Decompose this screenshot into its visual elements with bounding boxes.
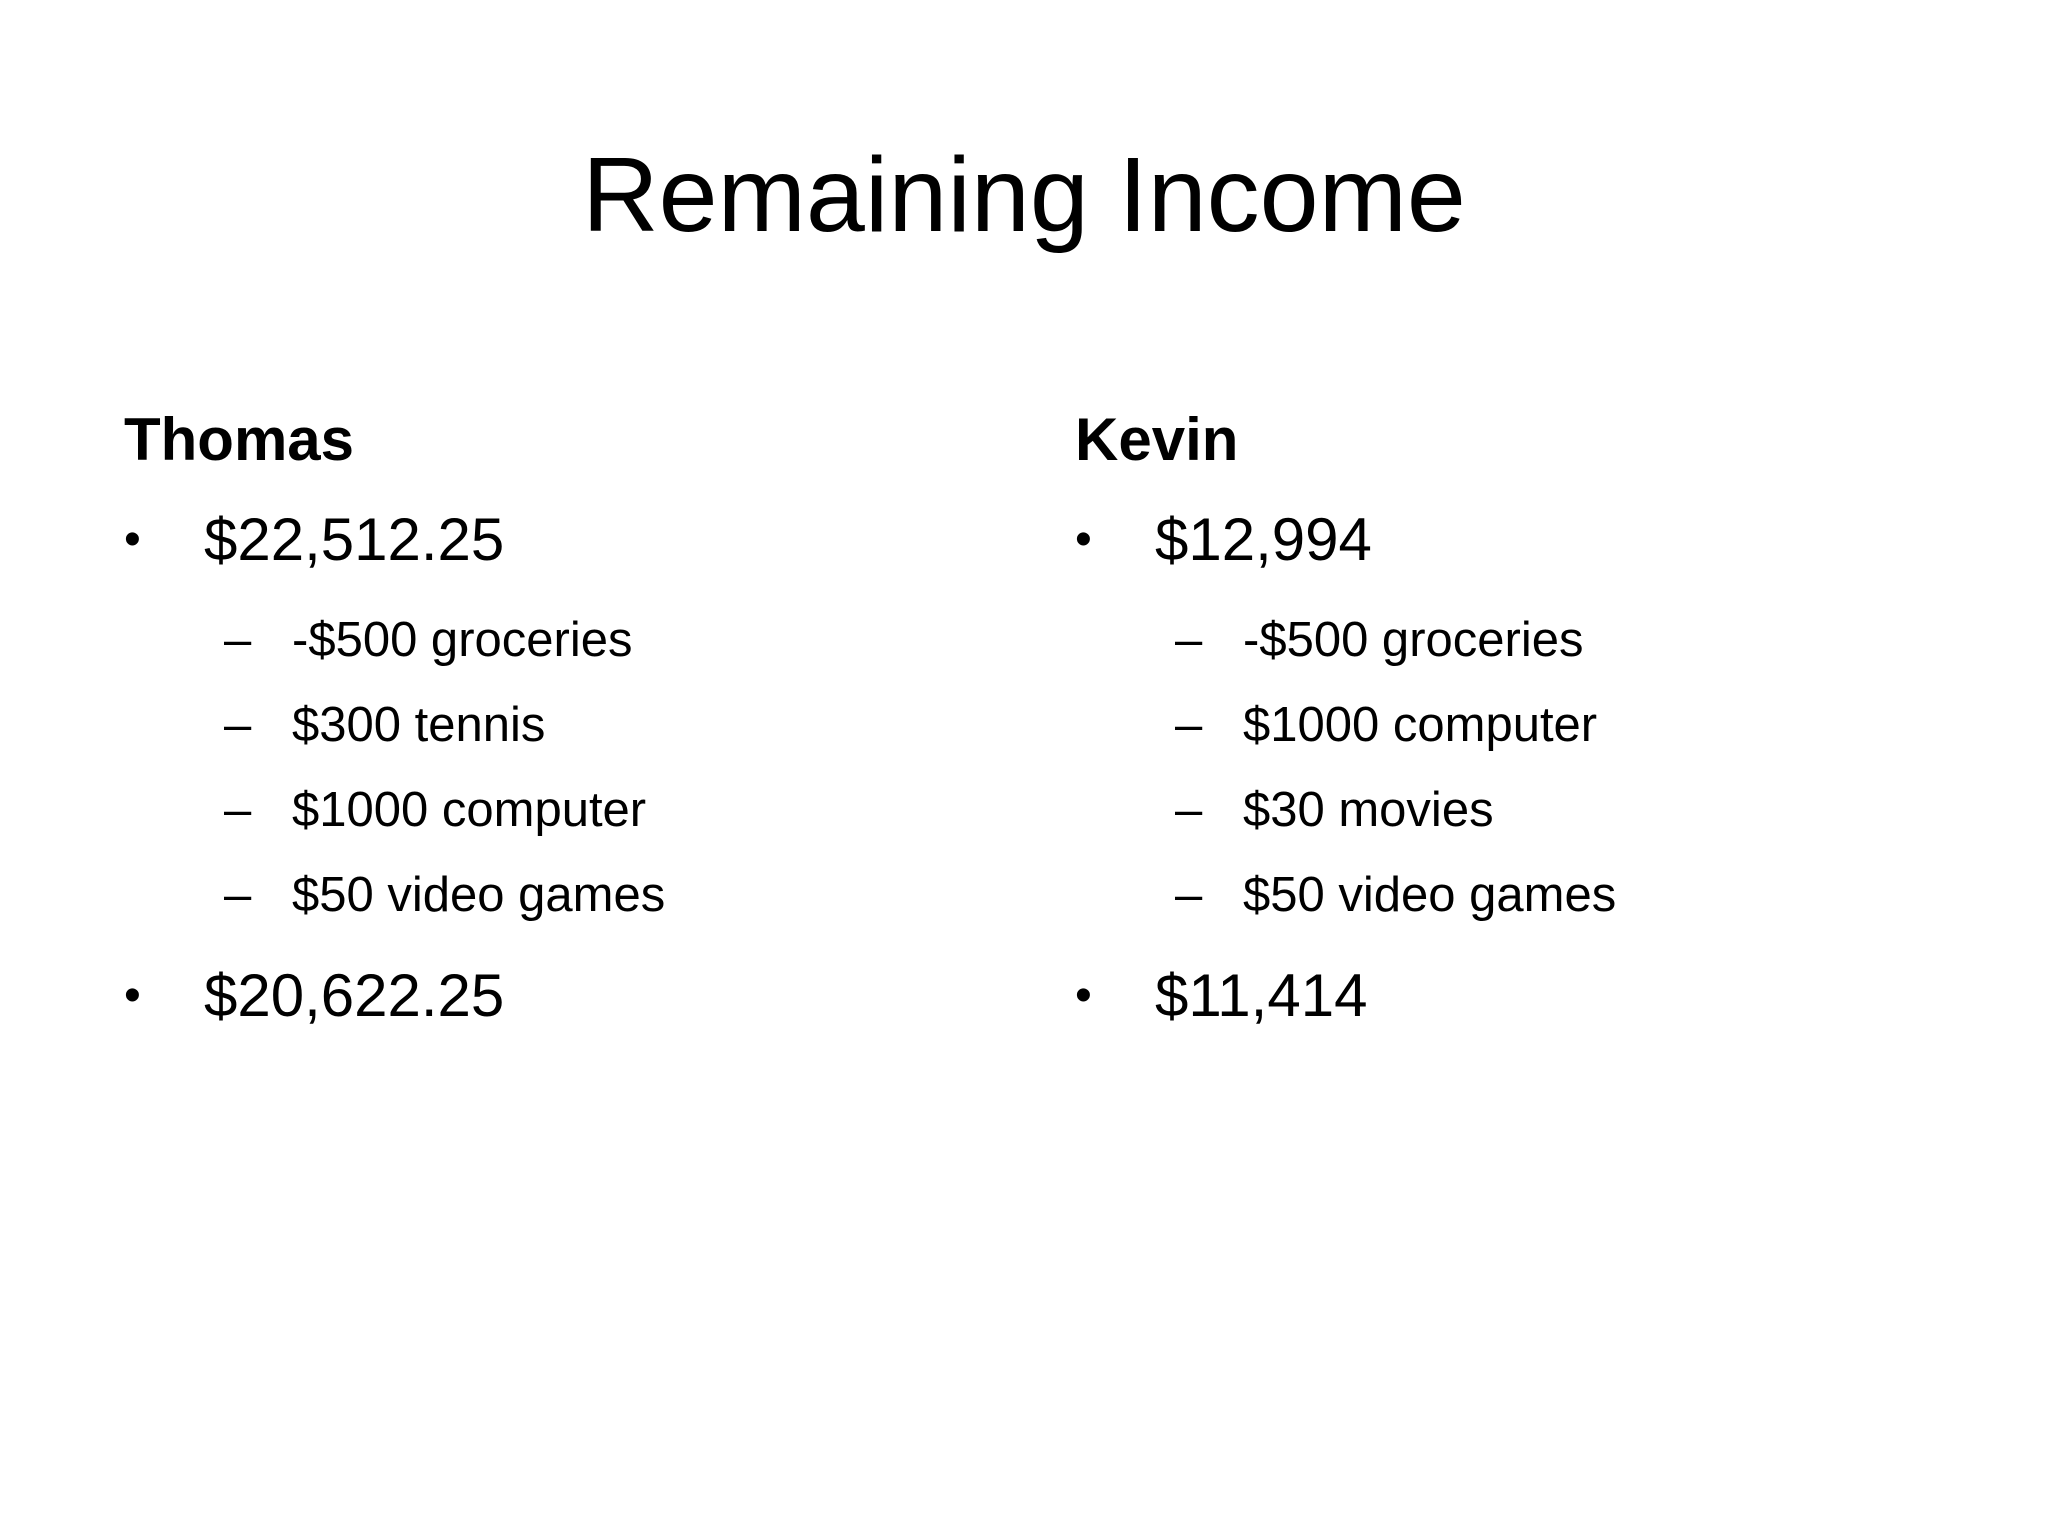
bullet-icon: • — [124, 513, 141, 566]
start-amount: $22,512.25 — [204, 506, 505, 573]
expense-text: -$500 groceries — [292, 613, 633, 667]
slide-title: Remaining Income — [582, 136, 1466, 254]
expense-item — [1075, 683, 1955, 768]
dash-icon: – — [224, 613, 252, 667]
expense-item — [124, 853, 1004, 938]
end-amount: $20,622.25 — [204, 962, 505, 1029]
start-amount-item — [124, 500, 1004, 580]
column-kevin — [1075, 400, 1955, 1036]
dash-icon: – — [224, 868, 252, 922]
dash-icon: – — [1175, 868, 1203, 922]
end-amount-item — [1075, 956, 1955, 1036]
bullet-icon: • — [1075, 513, 1092, 566]
expense-text: $30 movies — [1243, 783, 1494, 837]
bullet-icon: • — [124, 969, 141, 1022]
column-thomas — [124, 400, 1004, 1036]
dash-icon: – — [224, 698, 252, 752]
expense-text: $1000 computer — [1243, 698, 1598, 752]
dash-icon: – — [1175, 613, 1203, 667]
expense-text: $50 video games — [292, 868, 666, 922]
expense-item — [124, 598, 1004, 683]
expense-item — [1075, 598, 1955, 683]
expense-text: -$500 groceries — [1243, 613, 1584, 667]
expense-list — [124, 598, 1004, 938]
dash-icon: – — [1175, 783, 1203, 837]
start-amount: $12,994 — [1155, 506, 1372, 573]
expense-item — [1075, 853, 1955, 938]
column-heading: Thomas — [124, 406, 355, 473]
expense-text: $1000 computer — [292, 783, 647, 837]
expense-text: $300 tennis — [292, 698, 546, 752]
expense-item — [124, 768, 1004, 853]
column-heading: Kevin — [1075, 406, 1239, 473]
dash-icon: – — [224, 783, 252, 837]
end-amount-item — [124, 956, 1004, 1036]
end-amount: $11,414 — [1155, 962, 1368, 1029]
expense-item — [1075, 768, 1955, 853]
bullet-icon: • — [1075, 969, 1092, 1022]
start-amount-item — [1075, 500, 1955, 580]
expense-text: $50 video games — [1243, 868, 1617, 922]
dash-icon: – — [1175, 698, 1203, 752]
expense-item — [124, 683, 1004, 768]
expense-list — [1075, 598, 1955, 938]
